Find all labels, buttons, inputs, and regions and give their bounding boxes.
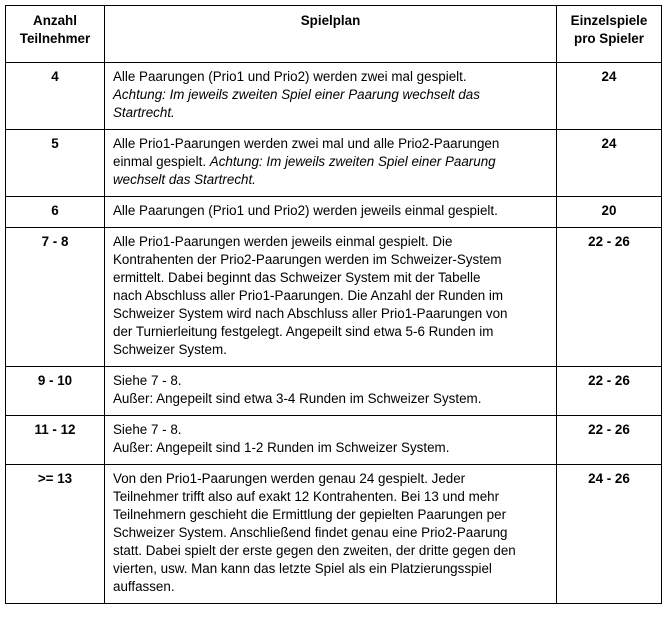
description-line <box>113 153 548 171</box>
description-text: nach Abschluss aller Prio1-Paarungen. Die Anzahl der Runden im <box>113 288 504 303</box>
description-line <box>113 287 548 305</box>
participant-count: 4 <box>6 63 105 130</box>
description-line <box>113 524 548 542</box>
schedule-description <box>105 367 557 416</box>
table-row <box>6 63 662 130</box>
participant-count: 5 <box>6 130 105 197</box>
table-row <box>6 130 662 197</box>
games-per-player: 22 - 26 <box>557 416 662 465</box>
header-games-line-2: pro Spieler <box>574 31 644 46</box>
description-text: Schweizer System. Anschließend findet genau eine Prio2-Paarung <box>113 525 508 540</box>
description-line <box>113 470 548 488</box>
description-line <box>113 439 548 457</box>
description-text: Alle Paarungen (Prio1 und Prio2) werden jeweils einmal gespielt. <box>113 203 498 218</box>
table-row <box>6 228 662 367</box>
description-text: Alle Paarungen (Prio1 und Prio2) werden zwei mal gespielt. <box>113 69 467 84</box>
description-line <box>113 560 548 578</box>
description-line <box>113 251 548 269</box>
schedule-description <box>105 228 557 367</box>
description-text: Außer: Angepeilt sind etwa 3-4 Runden im Schweizer System. <box>113 391 482 406</box>
table-body <box>6 63 662 604</box>
schedule-description <box>105 465 557 604</box>
description-text: Siehe 7 - 8. <box>113 422 182 437</box>
schedule-description <box>105 416 557 465</box>
description-text: auffassen. <box>113 579 175 594</box>
header-row <box>6 6 662 63</box>
participant-count: 9 - 10 <box>6 367 105 416</box>
games-per-player: 24 - 26 <box>557 465 662 604</box>
table-row <box>6 197 662 228</box>
header-participants-line-1: Anzahl <box>33 13 77 28</box>
description-line <box>113 506 548 524</box>
table-row <box>6 367 662 416</box>
table-row <box>6 416 662 465</box>
description-line <box>113 104 548 122</box>
description-line <box>113 542 548 560</box>
note-text: Startrecht. <box>113 105 175 120</box>
note-text: Achtung: Im jeweils zweiten Spiel einer Paarung <box>209 154 496 169</box>
games-per-player: 24 <box>557 130 662 197</box>
description-line <box>113 305 548 323</box>
games-per-player: 20 <box>557 197 662 228</box>
participant-count: 7 - 8 <box>6 228 105 367</box>
description-text: der Turnierleitung festgelegt. Angepeilt sind etwa 5-6 Runden im <box>113 324 494 339</box>
description-text: Von den Prio1-Paarungen werden genau 24 gespielt. Jeder <box>113 471 466 486</box>
description-line <box>113 421 548 439</box>
games-per-player: 22 - 26 <box>557 367 662 416</box>
description-line <box>113 488 548 506</box>
description-text: vierten, usw. Man kann das letzte Spiel als ein Platzierungsspiel <box>113 561 492 576</box>
games-per-player: 22 - 26 <box>557 228 662 367</box>
games-per-player: 24 <box>557 63 662 130</box>
description-text: Alle Prio1-Paarungen werden jeweils einmal gespielt. Die <box>113 234 453 249</box>
header-schedule <box>105 6 557 63</box>
header-participants-line-2: Teilnehmer <box>19 31 91 46</box>
description-line <box>113 390 548 408</box>
schedule-description <box>105 63 557 130</box>
description-text: Außer: Angepeilt sind 1-2 Runden im Schweizer System. <box>113 440 450 455</box>
note-text: wechselt das Startrecht. <box>113 172 256 187</box>
description-text: Schweizer System. <box>113 342 227 357</box>
description-line <box>113 202 548 220</box>
schedule-description <box>105 130 557 197</box>
description-text: Alle Prio1-Paarungen werden zwei mal und alle Prio2-Paarungen <box>113 136 500 151</box>
description-line <box>113 171 548 189</box>
description-text: statt. Dabei spielt der erste gegen den zweiten, der dritte gegen den <box>113 543 516 558</box>
schedule-description <box>105 197 557 228</box>
description-text: Teilnehmern geschieht die Ermittlung der gepielten Paarungen per <box>113 507 507 522</box>
participant-count: 11 - 12 <box>6 416 105 465</box>
description-line <box>113 372 548 390</box>
description-line <box>113 68 548 86</box>
header-participants <box>6 6 105 63</box>
description-text: Kontrahenten der Prio2-Paarungen werden im Schweizer-System <box>113 252 502 267</box>
description-text: Teilnehmer trifft also auf exakt 12 Kontrahenten. Bei 13 und mehr <box>113 489 500 504</box>
header-games-line-1: Einzelspiele <box>570 13 648 28</box>
header-games <box>557 6 662 63</box>
schedule-table <box>5 5 662 604</box>
description-text: Schweizer System wird nach Abschluss aller Prio1-Paarungen von <box>113 306 508 321</box>
table-row <box>6 465 662 604</box>
description-text: ermittelt. Dabei beginnt das Schweizer System mit der Tabelle <box>113 270 481 285</box>
header-schedule-label: Spielplan <box>300 13 361 28</box>
note-text: Achtung: Im jeweils zweiten Spiel einer Paarung wechselt das <box>113 87 480 102</box>
description-line <box>113 233 548 251</box>
description-line <box>113 323 548 341</box>
description-line <box>113 86 548 104</box>
description-text: einmal gespielt. <box>113 154 210 169</box>
description-line <box>113 135 548 153</box>
description-line <box>113 341 548 359</box>
participant-count: >= 13 <box>6 465 105 604</box>
participant-count: 6 <box>6 197 105 228</box>
description-text: Siehe 7 - 8. <box>113 373 182 388</box>
description-line <box>113 578 548 596</box>
description-line <box>113 269 548 287</box>
